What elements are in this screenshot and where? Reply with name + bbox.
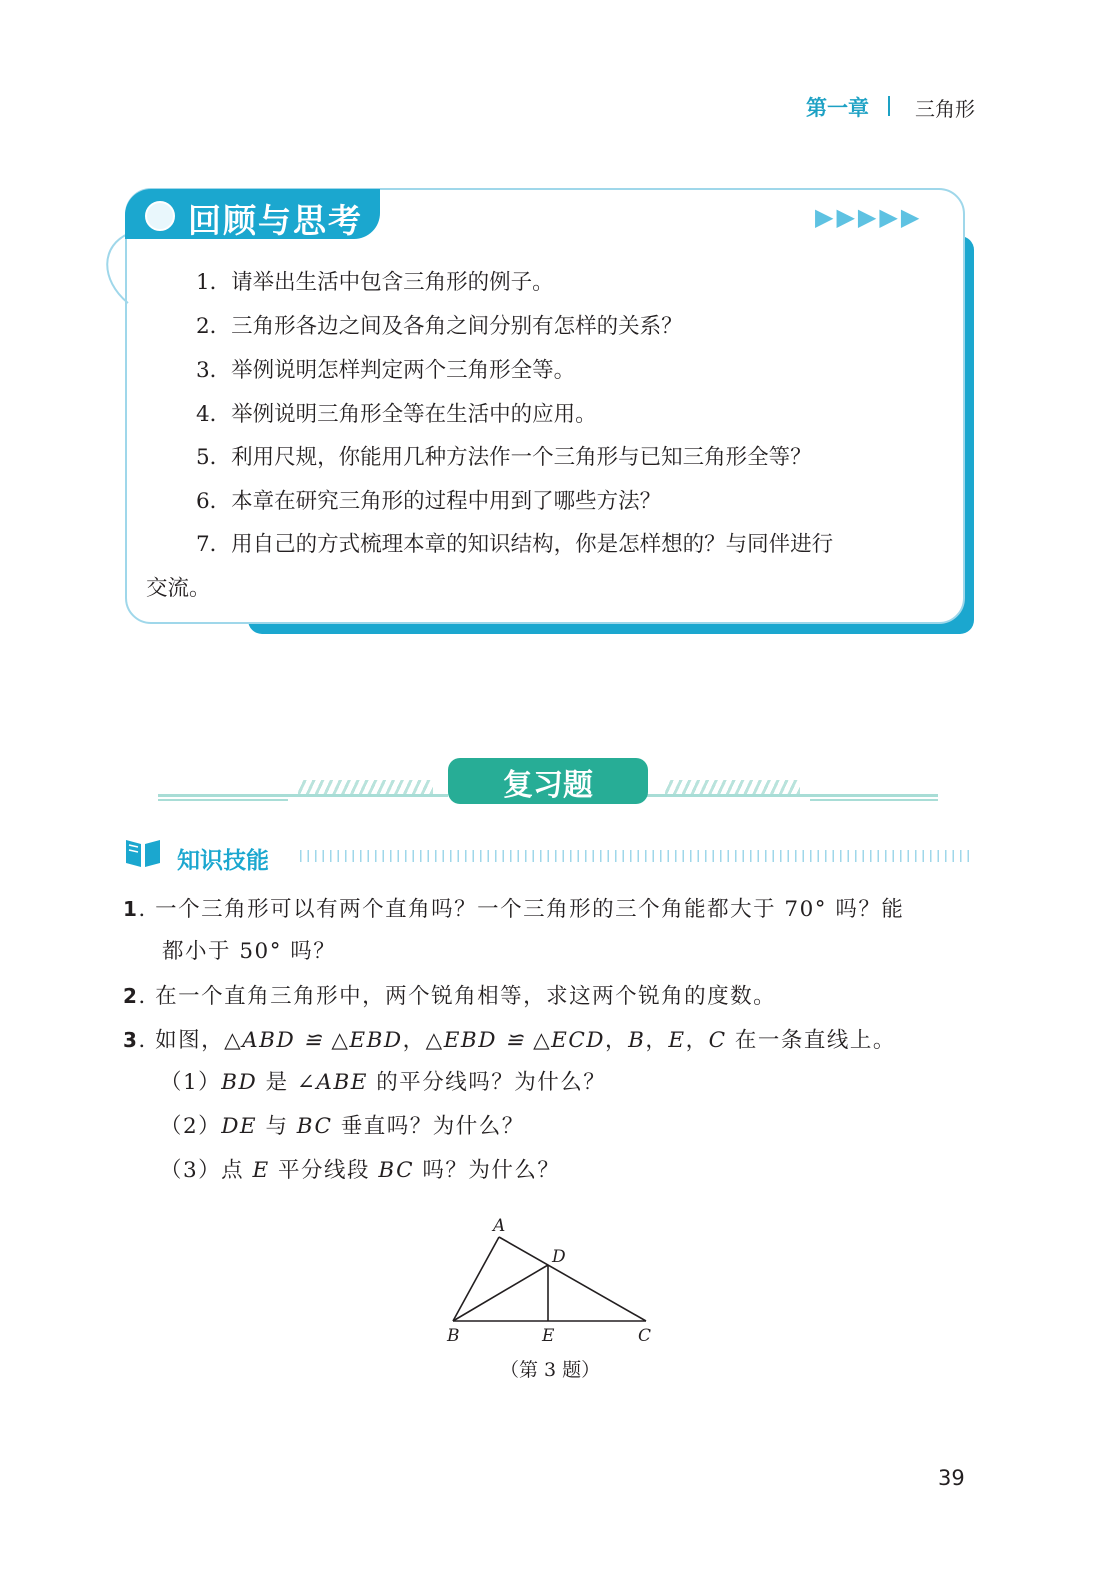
problem-1 bbox=[123, 894, 904, 925]
math-expression: B bbox=[628, 1028, 646, 1053]
math-expression: E bbox=[668, 1028, 686, 1053]
problem-3 bbox=[123, 1025, 896, 1056]
review-question: 5．利用尺规，你能用几种方法作一个三角形与已知三角形全等？ bbox=[196, 445, 812, 470]
banner-rule-right bbox=[645, 794, 938, 797]
banner-rule-right-lower bbox=[810, 799, 938, 801]
segment-bd bbox=[453, 1265, 548, 1321]
problem-text: . 在一个直角三角形中，两个锐角相等，求这两个锐角的度数。 bbox=[138, 984, 777, 1009]
math-expression: △ABD ≌ △EBD bbox=[224, 1028, 403, 1053]
point-label-d: D bbox=[552, 1247, 566, 1267]
problem-text: 在一条直线上。 bbox=[726, 1028, 896, 1053]
problem-text: ， bbox=[645, 1028, 669, 1053]
header-divider bbox=[888, 96, 890, 116]
problem-number: 2 bbox=[123, 984, 139, 1008]
sub-question-text: 吗？为什么？ bbox=[414, 1158, 561, 1183]
sub-question-text: 的平分线吗？为什么？ bbox=[367, 1070, 607, 1095]
review-question: 3．举例说明怎样判定两个三角形全等。 bbox=[196, 358, 576, 383]
point-label-a: A bbox=[493, 1216, 506, 1236]
chapter-label: 第一章 bbox=[806, 96, 869, 120]
sub-question-text: 平分线段 bbox=[269, 1158, 379, 1183]
review-question: 4．举例说明三角形全等在生活中的应用。 bbox=[196, 402, 597, 427]
sub-question-text: 与 bbox=[257, 1114, 297, 1139]
arrows-icon: ▶▶▶▶▶ bbox=[815, 203, 923, 231]
problem-text: . 一个三角形可以有两个直角吗？一个三角形的三个角能都大于 70° 吗？能 bbox=[138, 897, 905, 922]
review-title: 回顾与思考 bbox=[188, 201, 363, 240]
problem-text: ， bbox=[402, 1028, 426, 1053]
sub-question-text: 垂直吗？为什么？ bbox=[332, 1114, 525, 1139]
point-label-e: E bbox=[542, 1326, 555, 1346]
segment-ac bbox=[499, 1237, 646, 1321]
sub-question-1 bbox=[160, 1068, 606, 1098]
math-expression: BC bbox=[296, 1114, 333, 1139]
segment-ab bbox=[453, 1237, 499, 1321]
banner-hatch-left bbox=[298, 780, 433, 794]
circle-icon bbox=[145, 201, 175, 231]
problem-text: . 如图， bbox=[138, 1028, 225, 1053]
exercise-title: 复习题 bbox=[503, 768, 593, 803]
math-expression: BD bbox=[221, 1070, 258, 1095]
review-question: 1．请举出生活中包含三角形的例子。 bbox=[196, 270, 554, 295]
sub-question-text: 是 bbox=[257, 1070, 297, 1095]
math-expression: ∠ABE bbox=[296, 1070, 368, 1095]
review-question: 7．用自己的方式梳理本章的知识结构，你是怎样想的？与同伴进行 bbox=[196, 532, 834, 557]
banner-rule-left-lower bbox=[158, 799, 288, 801]
problem-number: 3 bbox=[123, 1028, 139, 1052]
sub-question-text: （2） bbox=[160, 1114, 222, 1139]
figure-caption: （第 3 题） bbox=[500, 1359, 601, 1381]
problem-2 bbox=[123, 981, 776, 1012]
book-icon bbox=[123, 836, 163, 870]
sub-question-2 bbox=[160, 1112, 525, 1142]
page-number: 39 bbox=[938, 1466, 965, 1490]
triangle-figure bbox=[430, 1210, 680, 1350]
review-question: 2．三角形各边之间及各角之间分别有怎样的关系？ bbox=[196, 314, 683, 339]
problem-1-line-2: 都小于 50° 吗？ bbox=[162, 939, 337, 964]
math-expression: E bbox=[252, 1158, 270, 1183]
review-question-continuation: 交流。 bbox=[146, 576, 211, 601]
math-expression: BC bbox=[378, 1158, 415, 1183]
banner-rule-left bbox=[158, 794, 448, 797]
problem-text: ， bbox=[605, 1028, 629, 1053]
math-expression: C bbox=[708, 1028, 727, 1053]
sub-question-text: （3）点 bbox=[160, 1158, 253, 1183]
problem-text: ， bbox=[685, 1028, 709, 1053]
section-label: 知识技能 bbox=[177, 848, 269, 874]
review-question: 6．本章在研究三角形的过程中用到了哪些方法？ bbox=[196, 489, 662, 514]
math-expression: △EBD ≌ △ECD bbox=[425, 1028, 606, 1053]
section-dotted-rule bbox=[300, 850, 973, 862]
problem-number: 1 bbox=[123, 897, 139, 921]
point-label-c: C bbox=[638, 1326, 652, 1346]
banner-hatch-right bbox=[665, 780, 800, 794]
sub-question-3 bbox=[160, 1156, 560, 1186]
chapter-title: 三角形 bbox=[915, 97, 975, 121]
math-expression: DE bbox=[221, 1114, 258, 1139]
point-label-b: B bbox=[447, 1326, 460, 1346]
sub-question-text: （1） bbox=[160, 1070, 222, 1095]
